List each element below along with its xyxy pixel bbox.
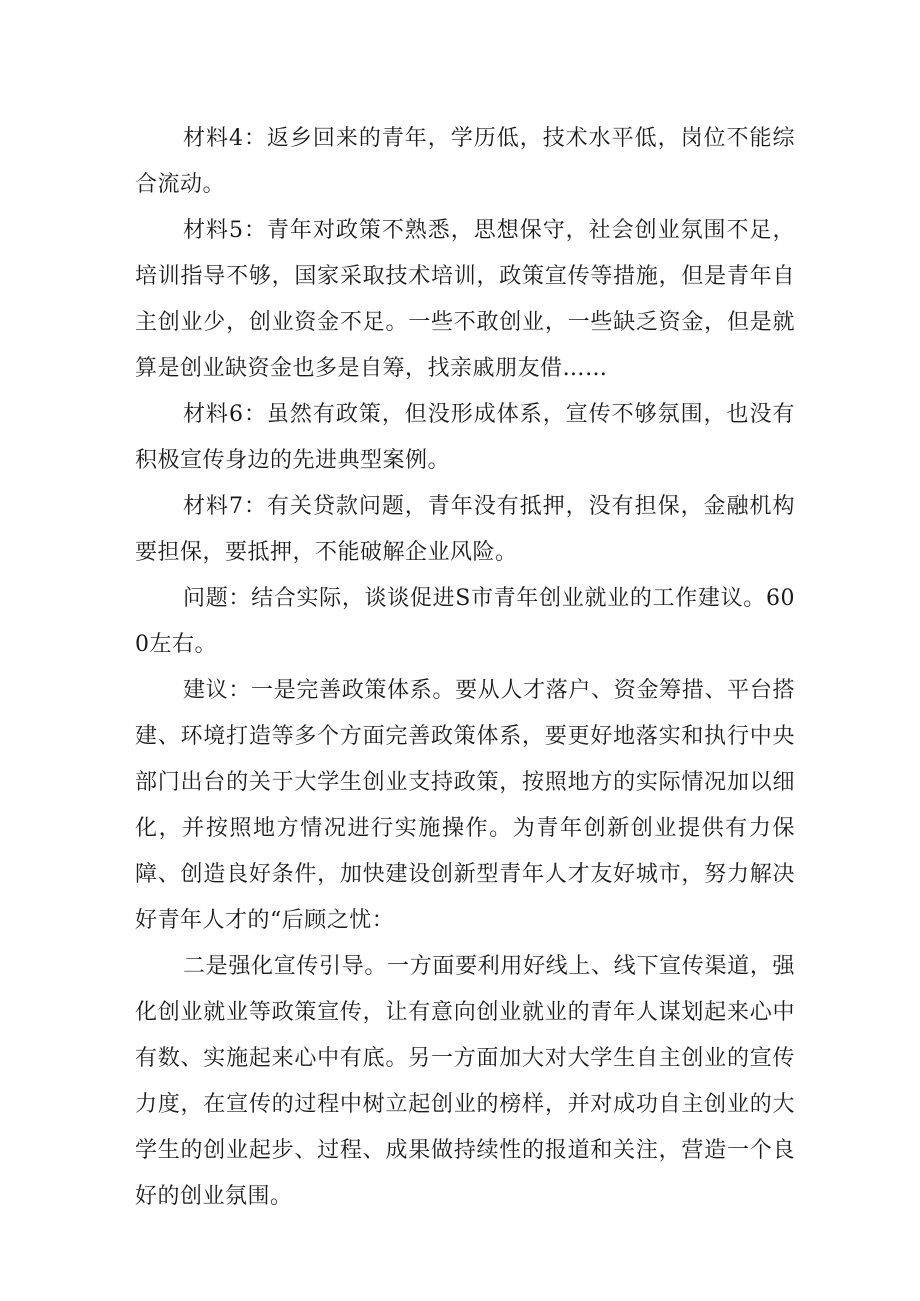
- paragraph-suggestion-1: 建议：一是完善政策体系。要从人才落户、资金筹措、平台搭建、环境打造等多个方面完善政策体系，要更好地落实和执行中央部门出台的关于大学生创业支持政策，按照地方的实际情况加以细化，并按照地方情况进行实施操作。为青年创新创业提供有力保障、创造良好条件，加快建设创新型青年人才友好城市，努力解决好青年人才的“后顾之忧：: [135, 678, 795, 933]
- paragraph-question: 问题：结合实际，谈谈促进S市青年创业就业的工作建议。600左右。: [135, 586, 795, 657]
- paragraph-material-6: 材料6：虽然有政策，但没形成体系，宣传不够氛围，也没有积极宣传身边的先进典型案例。: [135, 402, 795, 473]
- paragraph-material-5: 材料5：青年对政策不熟悉，思想保守，社会创业氛围不足，培训指导不够，国家采取技术培训，政策宣传等措施，但是青年自主创业少，创业资金不足。一些不敢创业，一些缺乏资金，但是就算是创业缺资金也多是自筹，找亲戚朋友借……: [135, 218, 795, 381]
- paragraph-suggestion-2: 二是强化宣传引导。一方面要利用好线上、线下宣传渠道，强化创业就业等政策宣传，让有意向创业就业的青年人谋划起来心中有数、实施起来心中有底。另一方面加大对大学生自主创业的宣传力度，在宣传的过程中树立起创业的榜样，并对成功自主创业的大学生的创业起步、过程、成果做持续性的报道和关注，营造一个良好的创业氛围。: [135, 954, 795, 1209]
- paragraph-material-7: 材料7：有关贷款问题，青年没有抵押，没有担保，金融机构要担保，要抵押，不能破解企业风险。: [135, 494, 795, 565]
- document-body: [135, 116, 795, 1220]
- paragraph-material-4: 材料4：返乡回来的青年，学历低，技术水平低，岗位不能综合流动。: [135, 126, 795, 197]
